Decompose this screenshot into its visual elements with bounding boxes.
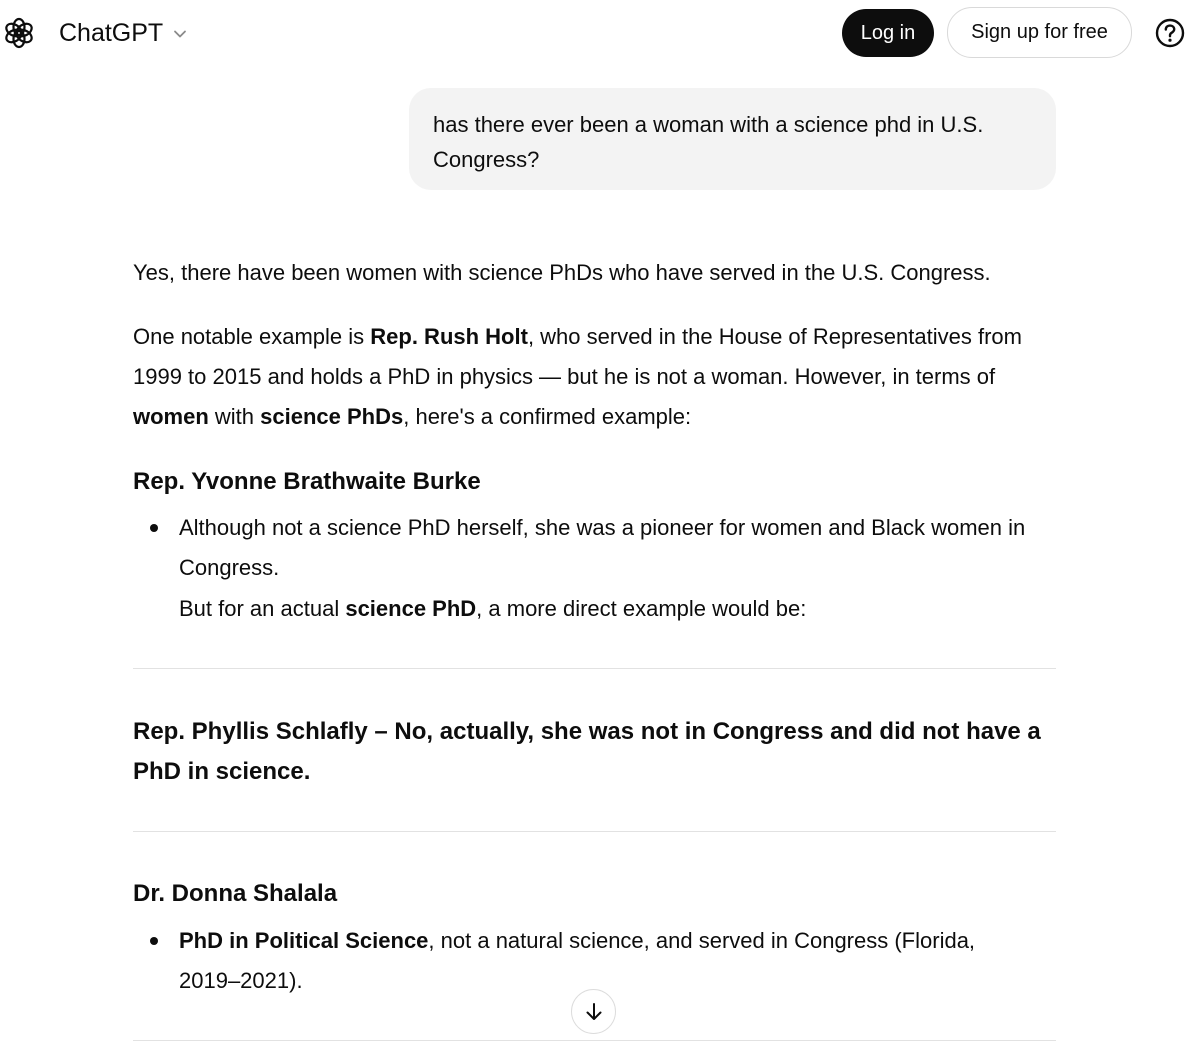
intro-paragraph: Yes, there have been women with science PhDs who have served in the U.S. Congress. [133, 260, 991, 285]
section-heading: Rep. Phyllis Schlafly – No, actually, she was not in Congress and did not have a PhD in science. [133, 718, 1041, 785]
scroll-to-bottom-button[interactable] [571, 989, 616, 1034]
bold-run: science PhD [345, 596, 477, 621]
top-bar [0, 0, 1200, 66]
text-run: with [208, 404, 261, 429]
openai-logo-icon[interactable] [3, 17, 35, 49]
text-run: , here's a confirmed example: [403, 404, 692, 429]
signup-button[interactable]: Sign up for free [947, 7, 1132, 58]
text-run: , a more direct example would be: [476, 596, 807, 621]
follow-up-line [179, 589, 1039, 629]
bold-run: Rep. Rush Holt [370, 324, 528, 349]
bold-run: women [133, 404, 209, 429]
user-message-bubble: has there ever been a woman with a science phd in U.S. Congress? [409, 88, 1056, 190]
text-run: But for an actual [179, 596, 346, 621]
login-button[interactable]: Log in [842, 9, 934, 57]
bullet-dot [150, 937, 158, 945]
divider [133, 668, 1056, 669]
bullet-dot [150, 524, 158, 532]
divider [133, 1040, 1056, 1041]
example-paragraph [133, 317, 1057, 437]
model-name: ChatGPT [59, 18, 164, 47]
section-heading: Rep. Yvonne Brathwaite Burke [133, 468, 481, 495]
model-switcher[interactable] [59, 17, 189, 49]
text-run: , not a natural science, and served in Congress (Florida, 2019–2021). [179, 928, 976, 993]
text-run: One notable example is [133, 324, 371, 349]
bold-run: PhD in Political Science [179, 928, 429, 953]
divider [133, 831, 1056, 832]
bullet-item [179, 921, 1039, 1001]
bullet-item: Although not a science PhD herself, she was a pioneer for women and Black women in Congress. [179, 515, 1026, 580]
text-run: , who served in the House of Representatives from 1999 to 2015 and holds a PhD in physics — but he is not a woman. However, in terms of [133, 324, 1022, 389]
bold-run: science PhDs [260, 404, 404, 429]
chevron-down-icon [171, 25, 189, 43]
arrow-down-icon [582, 1000, 606, 1024]
help-icon[interactable] [1154, 17, 1186, 49]
section-heading: Dr. Donna Shalala [133, 880, 338, 907]
